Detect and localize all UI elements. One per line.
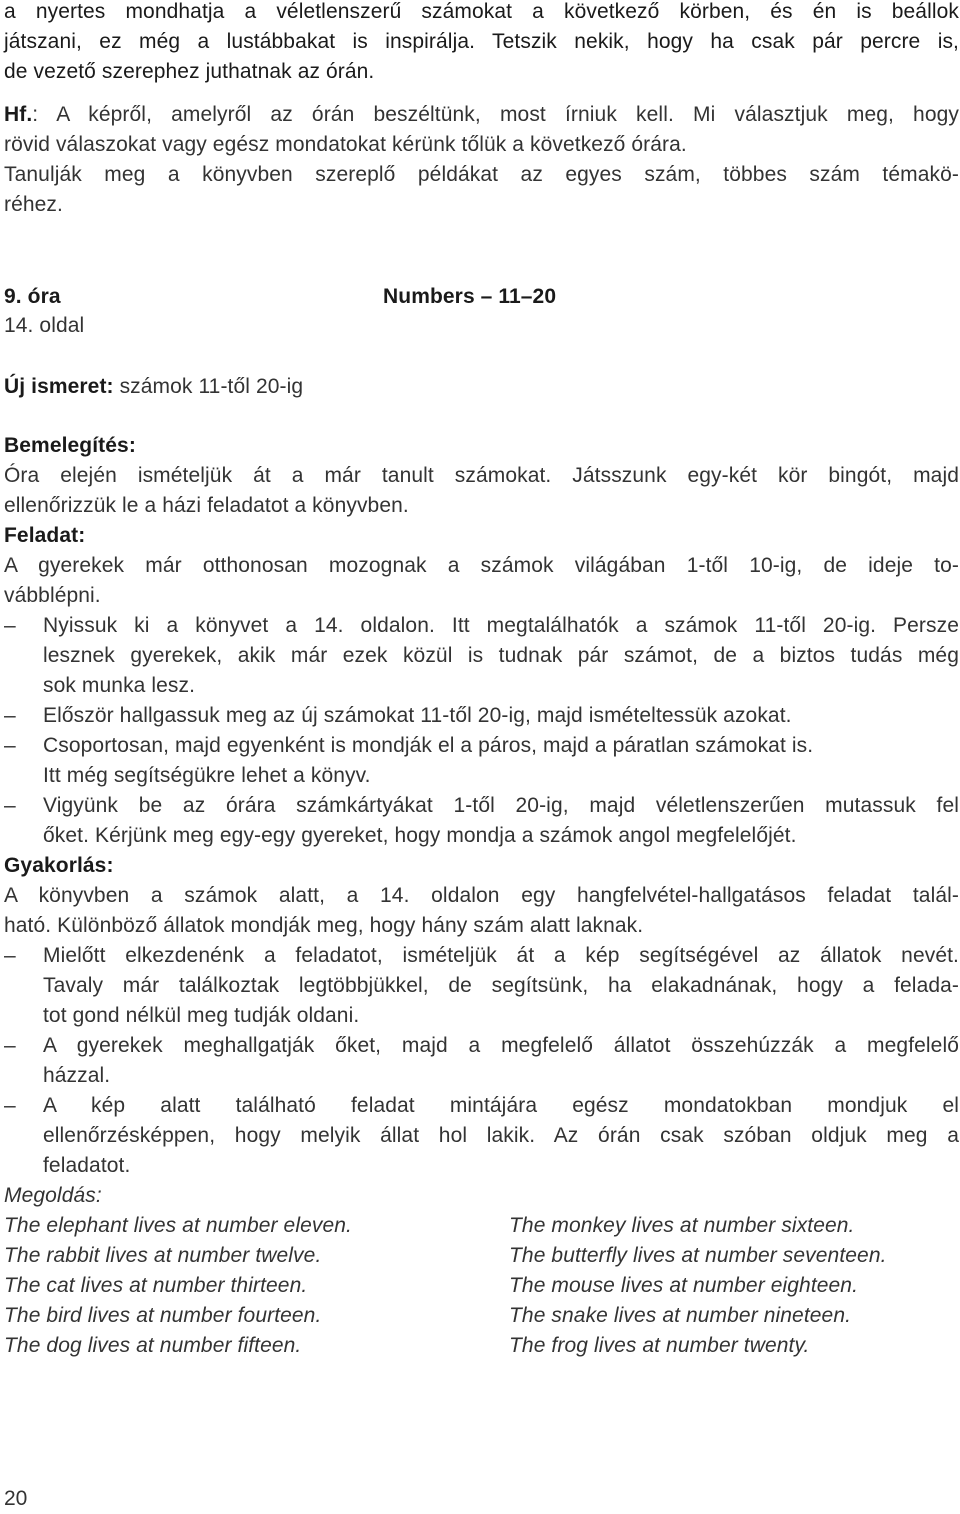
solution-right-3: The mouse lives at number eighteen. bbox=[509, 1274, 859, 1297]
practice-label: Gyakorlás: bbox=[4, 854, 114, 877]
warmup-line-2: ellenőrizzük le a házi feladatot a könyvben. bbox=[4, 494, 409, 517]
practice-bullet-3-line-3: feladatot. bbox=[43, 1154, 131, 1177]
new-knowledge bbox=[4, 372, 303, 402]
homework-line-1 bbox=[4, 100, 959, 130]
practice-line-1: A könyvben a számok alatt, a 14. oldalon egy hangfelvétel-hallgatásos feladat talál- bbox=[4, 884, 959, 907]
intro-line-3: de vezető szerephez juthatnak az órán. bbox=[4, 60, 375, 83]
task-bullet-1-line-1: Nyissuk ki a könyvet a 14. oldalon. Itt megtalálhatók a számok 11-től 20-ig. Persze bbox=[43, 614, 959, 637]
task-label: Feladat: bbox=[4, 524, 86, 547]
task-line-2: vábblépni. bbox=[4, 584, 101, 607]
solution-right-1: The monkey lives at number sixteen. bbox=[509, 1214, 855, 1237]
practice-bullet-2-line-2: házzal. bbox=[43, 1064, 111, 1087]
solution-left-3: The cat lives at number thirteen. bbox=[4, 1274, 308, 1297]
practice-bullet-2-line-1: A gyerekek meghallgatják őket, majd a megfelelő állatot összehúzzák a megfelelő bbox=[43, 1034, 959, 1057]
intro-line-1: a nyertes mondhatja a véletlenszerű számokat a következő körben, és én is beállok bbox=[4, 0, 959, 23]
task-bullet-1-line-3: sok munka lesz. bbox=[43, 674, 196, 697]
list-dash: – bbox=[4, 794, 16, 817]
practice-bullet-3-line-1: A kép alatt található feladat mintájára egész mondatokban mondjuk el bbox=[43, 1094, 959, 1117]
homework-line-3: Tanulják meg a könyvben szereplő példákat az egyes szám, többes szám témakö- bbox=[4, 163, 959, 186]
list-dash: – bbox=[4, 944, 16, 967]
homework-label: Hf. bbox=[4, 103, 33, 126]
new-knowledge-label: Új ismeret: bbox=[4, 375, 114, 398]
lesson-number: 9. óra bbox=[4, 285, 61, 308]
solution-left-4: The bird lives at number fourteen. bbox=[4, 1304, 322, 1327]
task-bullet-4-line-1: Vigyünk be az órára számkártyákat 1-től 20-ig, majd véletlenszerűen mutassuk fel bbox=[43, 794, 959, 817]
practice-bullet-1-line-1: Mielőtt elkezdenénk a feladatot, ismételjük át a kép segítségével az állatok nevét. bbox=[43, 944, 959, 967]
solution-left-5: The dog lives at number fifteen. bbox=[4, 1334, 302, 1357]
task-bullet-3-line-1: Csoportosan, majd egyenként is mondják el a páros, majd a páratlan számokat is. bbox=[43, 734, 814, 757]
solution-right-2: The butterfly lives at number seventeen. bbox=[509, 1244, 887, 1267]
lesson-page: 14. oldal bbox=[4, 314, 85, 337]
page-number: 20 bbox=[4, 1487, 28, 1510]
list-dash: – bbox=[4, 1034, 16, 1057]
task-bullet-3-line-2: Itt még segítségükre lehet a könyv. bbox=[43, 764, 371, 787]
list-dash: – bbox=[4, 1094, 16, 1117]
practice-line-2: ható. Különböző állatok mondják meg, hogy hány szám alatt laknak. bbox=[4, 914, 644, 937]
warmup-label: Bemelegítés: bbox=[4, 434, 136, 457]
task-line-1: A gyerekek már otthonosan mozognak a számok világában 1-től 10-ig, de ideje to- bbox=[4, 554, 959, 577]
solution-left-2: The rabbit lives at number twelve. bbox=[4, 1244, 322, 1267]
solution-right-5: The frog lives at number twenty. bbox=[509, 1334, 810, 1357]
warmup-line-1: Óra elején ismételjük át a már tanult számokat. Játsszunk egy-két kör bingót, majd bbox=[4, 464, 959, 487]
lesson-title: Numbers – 11–20 bbox=[383, 285, 557, 308]
homework-line-4: réhez. bbox=[4, 193, 63, 216]
practice-bullet-3-line-2: ellenőrzésképpen, hogy melyik állat hol lakik. Az órán csak szóban oldjuk meg a bbox=[43, 1124, 959, 1147]
list-dash: – bbox=[4, 734, 16, 757]
homework-line-2: rövid válaszokat vagy egész mondatokat kérünk tőlük a következő órára. bbox=[4, 133, 687, 156]
list-dash: – bbox=[4, 614, 16, 637]
task-bullet-1-line-2: lesznek gyerekek, akik már ezek közül is tudnak pár számot, de a biztos tudás még bbox=[43, 644, 959, 667]
intro-line-2: játszani, ez még a lustábbakat is inspirálja. Tetszik nekik, hogy ha csak pár percre is, bbox=[4, 30, 959, 53]
solution-label: Megoldás: bbox=[4, 1184, 102, 1207]
practice-bullet-1-line-2: Tavaly már találkoztak legtöbbjükkel, de segítsünk, ha elakadnának, hogy a felada- bbox=[43, 974, 959, 997]
task-bullet-4-line-2: őket. Kérjünk meg egy-egy gyereket, hogy mondja a számok angol megfelelőjét. bbox=[43, 824, 797, 847]
new-knowledge-text: számok 11-től 20-ig bbox=[113, 375, 304, 398]
solution-left-1: The elephant lives at number eleven. bbox=[4, 1214, 352, 1237]
list-dash: – bbox=[4, 704, 16, 727]
homework-text: : A képről, amelyről az órán beszéltünk, most írniuk kell. Mi választjuk meg, hogy bbox=[32, 103, 959, 126]
practice-bullet-1-line-3: tot gond nélkül meg tudják oldani. bbox=[43, 1004, 360, 1027]
task-bullet-2-line-1: Először hallgassuk meg az új számokat 11-től 20-ig, majd ismételtessük azokat. bbox=[43, 704, 792, 727]
solution-right-4: The snake lives at number nineteen. bbox=[509, 1304, 852, 1327]
